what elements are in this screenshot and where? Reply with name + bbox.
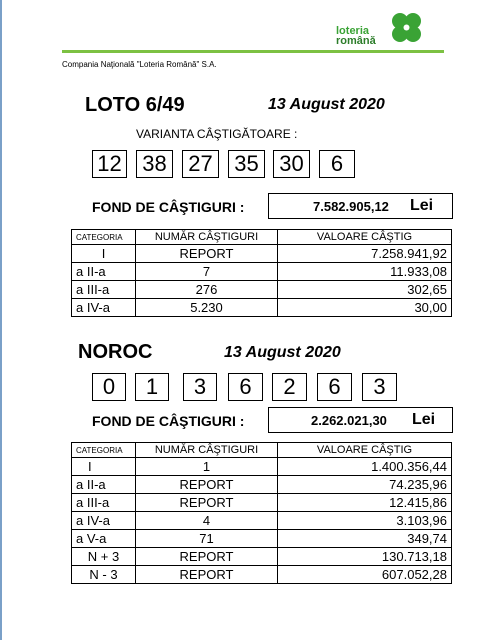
column-header-category: CATEGORIA: [72, 443, 136, 458]
table-row: [72, 566, 452, 584]
clover-icon: [386, 10, 426, 50]
prize-cell: 130.713,18: [278, 548, 452, 566]
table-row: [72, 548, 452, 566]
column-header-winners: NUMĂR CÂŞTIGURI: [136, 443, 278, 458]
prize-cell: 302,65: [278, 281, 452, 299]
noroc-fund-label: FOND DE CÂŞTIGURI :: [92, 413, 245, 429]
noroc-fund-box: [268, 407, 453, 433]
loto-table-header: [72, 230, 452, 245]
table-row: [72, 458, 452, 476]
winners-cell: REPORT: [136, 476, 278, 494]
prize-cell: 607.052,28: [278, 566, 452, 584]
loto-number-4: 35: [228, 150, 265, 178]
loto-variant-label: VARIANTA CÂŞTIGĂTOARE :: [136, 127, 298, 141]
category-cell: a IV-a: [72, 299, 136, 317]
prize-cell: 12.415,86: [278, 494, 452, 512]
noroc-fund-currency: Lei: [412, 411, 436, 428]
prize-cell: 3.103,96: [278, 512, 452, 530]
winners-cell: REPORT: [136, 494, 278, 512]
loto-number-5: 30: [273, 150, 310, 178]
table-row: [72, 494, 452, 512]
table-row: [72, 512, 452, 530]
column-header-category: CATEGORIA: [72, 230, 136, 245]
noroc-number-5: 2: [272, 373, 307, 401]
winners-cell: 7: [136, 263, 278, 281]
category-cell: N - 3: [72, 566, 136, 584]
loto-prize-table: [71, 229, 452, 317]
loto-number-6: 6: [319, 150, 355, 178]
loto-draw-date: 13 August 2020: [268, 96, 385, 113]
loto-fund-value: 7.582.905,12: [313, 199, 389, 214]
prize-cell: 74.235,96: [278, 476, 452, 494]
winners-cell: 71: [136, 530, 278, 548]
winners-cell: 1: [136, 458, 278, 476]
column-header-prize: VALOARE CÂŞTIG: [278, 443, 452, 458]
logo-line-2: română: [336, 35, 376, 47]
winners-cell: 5.230: [136, 299, 278, 317]
winners-cell: 276: [136, 281, 278, 299]
page-left-edge: [0, 0, 2, 640]
prize-cell: 11.933,08: [278, 263, 452, 281]
noroc-table-header: [72, 443, 452, 458]
loto-number-3: 27: [182, 150, 219, 178]
noroc-draw-date: 13 August 2020: [224, 344, 341, 361]
table-row: [72, 281, 452, 299]
table-row: [72, 530, 452, 548]
prize-cell: 1.400.356,44: [278, 458, 452, 476]
winners-cell: REPORT: [136, 548, 278, 566]
prize-cell: 30,00: [278, 299, 452, 317]
noroc-number-4: 6: [228, 373, 263, 401]
winners-cell: REPORT: [136, 566, 278, 584]
noroc-fund-value: 2.262.021,30: [311, 413, 387, 428]
logo-line-1: loteria: [336, 25, 370, 37]
prize-cell: 349,74: [278, 530, 452, 548]
noroc-number-1: 0: [92, 373, 126, 401]
noroc-number-2: 1: [135, 373, 169, 401]
loto-fund-label: FOND DE CÂŞTIGURI :: [92, 199, 245, 215]
column-header-winners: NUMĂR CÂŞTIGURI: [136, 230, 278, 245]
category-cell: a II-a: [72, 263, 136, 281]
noroc-number-3: 3: [183, 373, 217, 401]
loto-fund-currency: Lei: [410, 197, 434, 214]
loto-number-2: 38: [136, 150, 173, 178]
category-cell: a V-a: [72, 530, 136, 548]
category-cell: I: [72, 245, 136, 263]
prize-cell: 7.258.941,92: [278, 245, 452, 263]
loto-fund-box: [268, 193, 453, 219]
logo-text: [336, 26, 376, 46]
category-cell: a II-a: [72, 476, 136, 494]
winners-cell: 4: [136, 512, 278, 530]
loto-number-1: 12: [92, 150, 127, 178]
noroc-title: NOROC: [78, 341, 153, 363]
winners-cell: REPORT: [136, 245, 278, 263]
category-cell: a IV-a: [72, 512, 136, 530]
table-row: [72, 263, 452, 281]
table-row: [72, 299, 452, 317]
column-header-prize: VALOARE CÂŞTIG: [278, 230, 452, 245]
category-cell: a III-a: [72, 494, 136, 512]
noroc-number-7: 3: [362, 373, 397, 401]
loto-title: LOTO 6/49: [85, 94, 185, 116]
category-cell: I: [72, 458, 136, 476]
table-row: [72, 245, 452, 263]
header-rule: [62, 50, 444, 53]
company-name: Compania Naţională "Loteria Română" S.A.: [62, 60, 217, 69]
noroc-number-6: 6: [317, 373, 352, 401]
noroc-prize-table: [71, 442, 452, 584]
table-row: [72, 476, 452, 494]
category-cell: a III-a: [72, 281, 136, 299]
category-cell: N + 3: [72, 548, 136, 566]
loteria-romana-logo: [336, 10, 446, 50]
